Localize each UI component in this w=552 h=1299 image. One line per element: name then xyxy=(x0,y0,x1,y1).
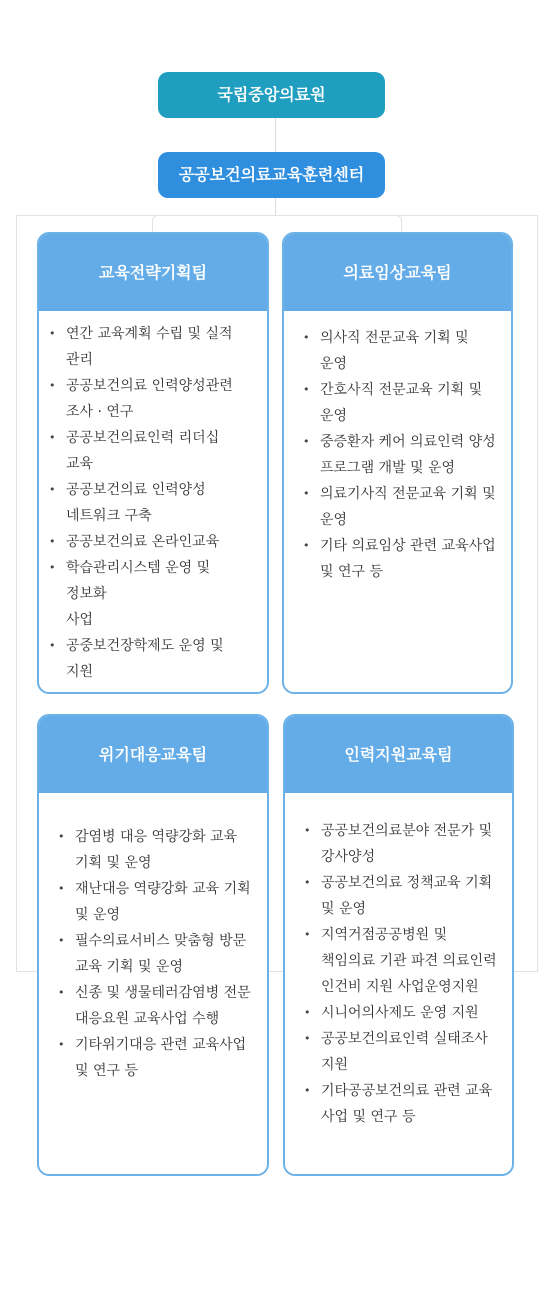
list-item: • 공공보건의료 정책교육 기획 및 운영 xyxy=(321,870,512,922)
list-item: • 학습관리시스템 운영 및 정보화 사업 xyxy=(66,555,267,633)
duty-list xyxy=(321,818,512,1130)
list-item: • 기타 의료임상 관련 교육사업 및 연구 등 xyxy=(320,533,511,585)
team-card-clinical xyxy=(282,232,513,694)
list-item: • 필수의료서비스 맞춤형 방문 교육 기획 및 운영 xyxy=(75,928,267,980)
team-card-strategy xyxy=(37,232,269,694)
list-item: • 공공보건의료인력 실태조사 지원 xyxy=(321,1026,512,1078)
team-title: 인력지원교육팀 xyxy=(285,716,512,793)
list-item: • 신종 및 생물테러감염병 전문 대응요원 교육사업 수행 xyxy=(75,980,267,1032)
duty-list xyxy=(75,824,267,1084)
list-item: • 공공보건의료 온라인교육 xyxy=(66,529,267,555)
org-root-box: 국립중앙의료원 xyxy=(158,72,385,118)
duty-list xyxy=(66,321,267,685)
duty-list xyxy=(320,325,511,585)
list-item: • 의사직 전문교육 기획 및 운영 xyxy=(320,325,511,377)
list-item: • 시니어의사제도 운영 지원 xyxy=(321,1000,512,1026)
list-item: • 기타공공보건의료 관련 교육 사업 및 연구 등 xyxy=(321,1078,512,1130)
connector-center-down xyxy=(275,198,276,215)
team-title: 위기대응교육팀 xyxy=(39,716,267,793)
list-item: • 공공보건의료분야 전문가 및 강사양성 xyxy=(321,818,512,870)
team-title: 교육전략기획팀 xyxy=(39,234,267,311)
list-item: • 공공보건의료 인력양성관련 조사 · 연구 xyxy=(66,373,267,425)
team-title: 의료임상교육팀 xyxy=(284,234,511,311)
list-item: • 중증환자 케어 의료인력 양성 프로그램 개발 및 운영 xyxy=(320,429,511,481)
list-item: • 연간 교육계획 수립 및 실적 관리 xyxy=(66,321,267,373)
list-item: • 기타위기대응 관련 교육사업 및 연구 등 xyxy=(75,1032,267,1084)
team-card-crisis xyxy=(37,714,269,1176)
list-item: • 공중보건장학제도 운영 및 지원 xyxy=(66,633,267,685)
org-center-box: 공공보건의료교육훈련센터 xyxy=(158,152,385,198)
list-item: • 재난대응 역량강화 교육 기획 및 운영 xyxy=(75,876,267,928)
list-item: • 간호사직 전문교육 기획 및 운영 xyxy=(320,377,511,429)
list-item: • 의료기사직 전문교육 기획 및 운영 xyxy=(320,481,511,533)
connector-root-center xyxy=(275,118,276,152)
team-card-workforce xyxy=(283,714,514,1176)
list-item: • 감염병 대응 역량강화 교육 기획 및 운영 xyxy=(75,824,267,876)
list-item: • 공공보건의료인력 리더십 교육 xyxy=(66,425,267,477)
list-item: • 지역거점공공병원 및 책임의료 기관 파견 의료인력 인건비 지원 사업운영지원 xyxy=(321,922,512,1000)
list-item: • 공공보건의료 인력양성 네트워크 구축 xyxy=(66,477,267,529)
